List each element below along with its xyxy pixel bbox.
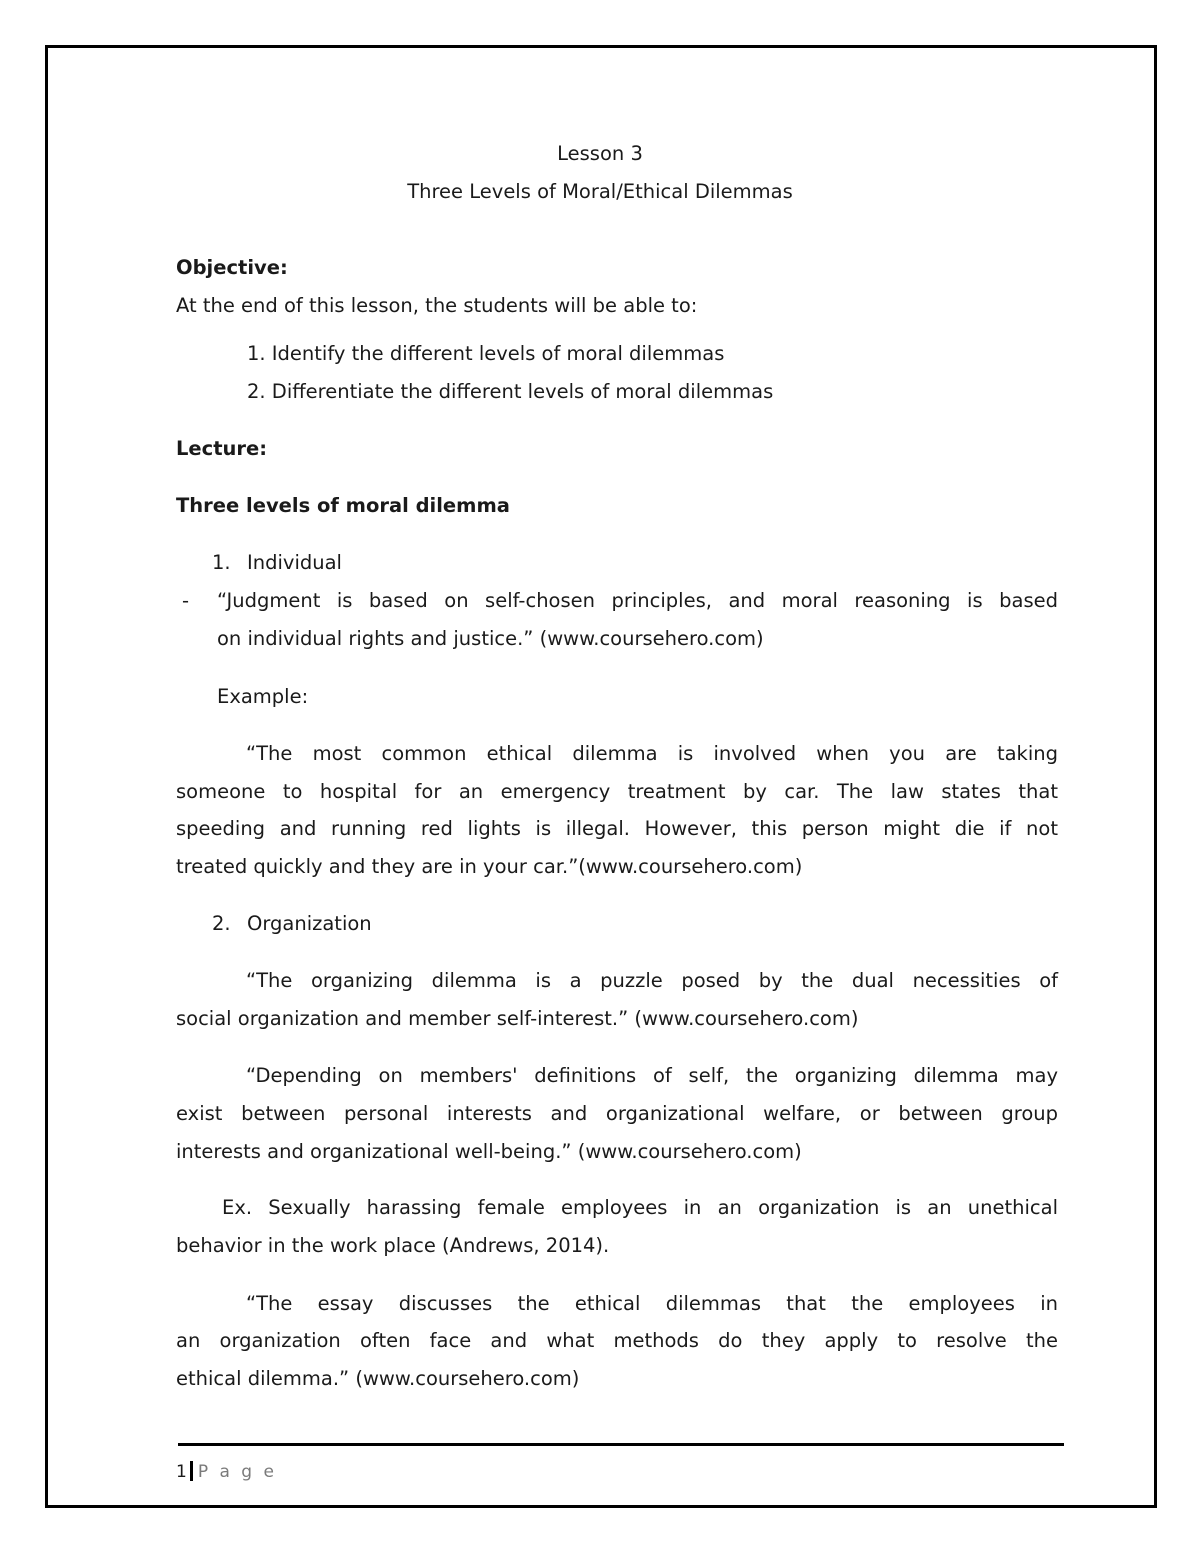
example-line-3: speeding and running red lights is illegal. However, this person might die if not — [176, 817, 1058, 840]
objective-heading: Objective: — [176, 256, 288, 279]
individual-dash: - — [182, 589, 190, 612]
footer-rule — [178, 1443, 1064, 1446]
organization-number: 2. — [212, 912, 231, 935]
page-number: 1 — [176, 1462, 187, 1482]
individual-number: 1. — [212, 551, 231, 574]
page-footer — [176, 1461, 277, 1483]
lecture-heading: Lecture: — [176, 437, 268, 460]
lesson-title: Three Levels of Moral/Ethical Dilemmas — [407, 180, 793, 203]
org-para2-line-2: exist between personal interests and organizational welfare, or between group — [176, 1102, 1058, 1125]
example-line-4: treated quickly and they are in your car.”(www.coursehero.com) — [176, 855, 803, 878]
example-label: Example: — [217, 685, 309, 708]
org-para4-line-1: “The essay discusses the ethical dilemmas that the employees in — [246, 1292, 1058, 1315]
org-para4-line-2: an organization often face and what methods do they apply to resolve the — [176, 1329, 1058, 1352]
individual-quote-line-1: “Judgment is based on self-chosen principles, and moral reasoning is based — [217, 589, 1058, 612]
levels-subheading: Three levels of moral dilemma — [176, 494, 510, 517]
org-para2-line-3: interests and organizational well-being.” (www.coursehero.com) — [176, 1140, 802, 1163]
objective-intro: At the end of this lesson, the students will be able to: — [176, 294, 698, 317]
objective-item-1: 1. Identify the different levels of moral dilemmas — [247, 342, 725, 365]
org-para3-line-2: behavior in the work place (Andrews, 2014). — [176, 1234, 610, 1257]
org-para1-line-2: social organization and member self-interest.” (www.coursehero.com) — [176, 1007, 859, 1030]
example-line-1: “The most common ethical dilemma is involved when you are taking — [246, 742, 1058, 765]
org-para1-line-1: “The organizing dilemma is a puzzle posed by the dual necessities of — [246, 969, 1058, 992]
objective-item-2: 2. Differentiate the different levels of moral dilemmas — [247, 380, 774, 403]
individual-quote-line-2: on individual rights and justice.” (www.coursehero.com) — [217, 627, 764, 650]
org-para4-line-3: ethical dilemma.” (www.coursehero.com) — [176, 1367, 580, 1390]
lesson-number: Lesson 3 — [557, 142, 643, 165]
org-para2-line-1: “Depending on members' definitions of self, the organizing dilemma may — [246, 1064, 1058, 1087]
example-line-2: someone to hospital for an emergency treatment by car. The law states that — [176, 780, 1058, 803]
org-para3-line-1: Ex. Sexually harassing female employees in an organization is an unethical — [222, 1196, 1058, 1219]
page-label: P a g e — [197, 1462, 277, 1482]
individual-label: Individual — [247, 551, 342, 574]
organization-label: Organization — [247, 912, 372, 935]
footer-separator — [190, 1461, 193, 1481]
